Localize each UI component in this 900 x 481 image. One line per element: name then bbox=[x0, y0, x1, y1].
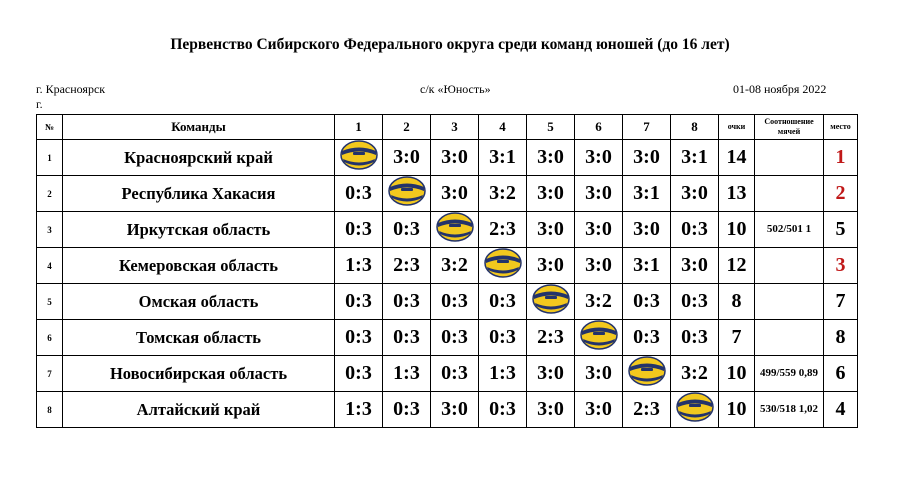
row-number: 5 bbox=[37, 284, 63, 320]
match-score: 0:3 bbox=[335, 212, 383, 248]
table-row bbox=[37, 176, 858, 212]
volleyball-icon bbox=[627, 356, 667, 391]
ball-ratio: 502/501 1 bbox=[755, 212, 824, 248]
team-place: 7 bbox=[824, 284, 858, 320]
team-points: 10 bbox=[719, 356, 755, 392]
match-score: 3:0 bbox=[431, 140, 479, 176]
match-score: 3:2 bbox=[671, 356, 719, 392]
team-place: 8 bbox=[824, 320, 858, 356]
header-col-7: 7 bbox=[623, 115, 671, 140]
team-points: 8 bbox=[719, 284, 755, 320]
match-score: 2:3 bbox=[383, 248, 431, 284]
match-score: 3:0 bbox=[575, 248, 623, 284]
team-name: Новосибирская область bbox=[63, 356, 335, 392]
match-score: 0:3 bbox=[335, 284, 383, 320]
match-score: 3:0 bbox=[527, 212, 575, 248]
self-match-cell bbox=[623, 356, 671, 392]
match-score: 0:3 bbox=[335, 320, 383, 356]
ball-ratio bbox=[755, 140, 824, 176]
match-score: 3:0 bbox=[527, 392, 575, 428]
match-score: 3:2 bbox=[575, 284, 623, 320]
header-team: Команды bbox=[63, 115, 335, 140]
match-score: 3:1 bbox=[623, 176, 671, 212]
header-col-2: 2 bbox=[383, 115, 431, 140]
match-score: 0:3 bbox=[671, 212, 719, 248]
match-score: 0:3 bbox=[623, 320, 671, 356]
self-match-cell bbox=[335, 140, 383, 176]
match-score: 0:3 bbox=[383, 392, 431, 428]
team-name: Омская область bbox=[63, 284, 335, 320]
match-score: 1:3 bbox=[335, 248, 383, 284]
match-score: 2:3 bbox=[479, 212, 527, 248]
self-match-cell bbox=[479, 248, 527, 284]
row-number: 1 bbox=[37, 140, 63, 176]
match-score: 3:0 bbox=[671, 248, 719, 284]
match-score: 0:3 bbox=[335, 176, 383, 212]
page-title: Первенство Сибирского Федерального округа среди команд юношей (до 16 лет) bbox=[170, 36, 730, 53]
header-row bbox=[37, 115, 858, 140]
team-name: Алтайский край bbox=[63, 392, 335, 428]
header-col-1: 1 bbox=[335, 115, 383, 140]
match-score: 3:1 bbox=[479, 140, 527, 176]
match-score: 0:3 bbox=[623, 284, 671, 320]
match-score: 0:3 bbox=[335, 356, 383, 392]
match-score: 3:0 bbox=[527, 248, 575, 284]
city-label: г. Красноярск bbox=[36, 82, 106, 96]
match-score: 3:1 bbox=[623, 248, 671, 284]
volleyball-icon bbox=[531, 284, 571, 319]
self-match-cell bbox=[431, 212, 479, 248]
self-match-cell bbox=[575, 320, 623, 356]
table-row bbox=[37, 248, 858, 284]
header-num: № bbox=[37, 115, 63, 140]
team-place: 6 bbox=[824, 356, 858, 392]
row-number: 2 bbox=[37, 176, 63, 212]
volleyball-icon bbox=[483, 248, 523, 283]
self-match-cell bbox=[383, 176, 431, 212]
team-points: 14 bbox=[719, 140, 755, 176]
match-score: 3:0 bbox=[575, 212, 623, 248]
self-match-cell bbox=[671, 392, 719, 428]
match-score: 3:0 bbox=[575, 392, 623, 428]
match-score: 0:3 bbox=[383, 212, 431, 248]
match-score: 2:3 bbox=[623, 392, 671, 428]
team-name: Иркутская область bbox=[63, 212, 335, 248]
match-score: 0:3 bbox=[479, 392, 527, 428]
match-score: 2:3 bbox=[527, 320, 575, 356]
ball-ratio bbox=[755, 320, 824, 356]
ball-ratio bbox=[755, 284, 824, 320]
match-score: 3:2 bbox=[431, 248, 479, 284]
standings-table bbox=[36, 114, 858, 428]
ball-ratio: 530/518 1,02 bbox=[755, 392, 824, 428]
match-score: 3:0 bbox=[431, 176, 479, 212]
team-place: 5 bbox=[824, 212, 858, 248]
venue-label: с/к «Юность» bbox=[420, 82, 491, 96]
header-col-8: 8 bbox=[671, 115, 719, 140]
header-col-6: 6 bbox=[575, 115, 623, 140]
table-row bbox=[37, 392, 858, 428]
team-name: Республика Хакасия bbox=[63, 176, 335, 212]
team-name: Томская область bbox=[63, 320, 335, 356]
row-number: 7 bbox=[37, 356, 63, 392]
team-points: 13 bbox=[719, 176, 755, 212]
row-number: 6 bbox=[37, 320, 63, 356]
match-score: 0:3 bbox=[671, 284, 719, 320]
header-col-4: 4 bbox=[479, 115, 527, 140]
ball-ratio bbox=[755, 176, 824, 212]
match-score: 3:2 bbox=[479, 176, 527, 212]
team-points: 10 bbox=[719, 392, 755, 428]
match-score: 1:3 bbox=[479, 356, 527, 392]
self-match-cell bbox=[527, 284, 575, 320]
team-points: 12 bbox=[719, 248, 755, 284]
match-score: 3:0 bbox=[383, 140, 431, 176]
row-number: 4 bbox=[37, 248, 63, 284]
team-points: 10 bbox=[719, 212, 755, 248]
team-name: Красноярский край bbox=[63, 140, 335, 176]
volleyball-icon bbox=[579, 320, 619, 355]
city-extra-label: г. bbox=[36, 97, 43, 111]
match-score: 1:3 bbox=[383, 356, 431, 392]
match-score: 0:3 bbox=[431, 320, 479, 356]
match-score: 0:3 bbox=[671, 320, 719, 356]
match-score: 3:0 bbox=[623, 140, 671, 176]
table-row bbox=[37, 212, 858, 248]
match-score: 3:0 bbox=[527, 176, 575, 212]
header-ratio: Соотношение мячей bbox=[755, 115, 824, 140]
match-score: 3:0 bbox=[527, 356, 575, 392]
team-place: 3 bbox=[824, 248, 858, 284]
match-score: 0:3 bbox=[383, 320, 431, 356]
volleyball-icon bbox=[675, 392, 715, 427]
match-score: 3:0 bbox=[431, 392, 479, 428]
header-col-3: 3 bbox=[431, 115, 479, 140]
volleyball-icon bbox=[387, 176, 427, 211]
table-row bbox=[37, 140, 858, 176]
ball-ratio bbox=[755, 248, 824, 284]
match-score: 3:1 bbox=[671, 140, 719, 176]
team-name: Кемеровская область bbox=[63, 248, 335, 284]
match-score: 3:0 bbox=[527, 140, 575, 176]
header-col-5: 5 bbox=[527, 115, 575, 140]
table-row bbox=[37, 356, 858, 392]
team-place: 2 bbox=[824, 176, 858, 212]
match-score: 0:3 bbox=[479, 284, 527, 320]
table-row bbox=[37, 284, 858, 320]
row-number: 3 bbox=[37, 212, 63, 248]
match-score: 0:3 bbox=[431, 284, 479, 320]
volleyball-icon bbox=[339, 140, 379, 175]
match-score: 0:3 bbox=[383, 284, 431, 320]
match-score: 3:0 bbox=[623, 212, 671, 248]
volleyball-icon bbox=[435, 212, 475, 247]
match-score: 1:3 bbox=[335, 392, 383, 428]
match-score: 3:0 bbox=[671, 176, 719, 212]
match-score: 0:3 bbox=[431, 356, 479, 392]
ball-ratio: 499/559 0,89 bbox=[755, 356, 824, 392]
match-score: 0:3 bbox=[479, 320, 527, 356]
team-points: 7 bbox=[719, 320, 755, 356]
header-place: место bbox=[824, 115, 858, 140]
row-number: 8 bbox=[37, 392, 63, 428]
team-place: 1 bbox=[824, 140, 858, 176]
team-place: 4 bbox=[824, 392, 858, 428]
match-score: 3:0 bbox=[575, 140, 623, 176]
match-score: 3:0 bbox=[575, 176, 623, 212]
dates-label: 01-08 ноября 2022 bbox=[733, 82, 827, 96]
header-points: очки bbox=[719, 115, 755, 140]
table-row bbox=[37, 320, 858, 356]
match-score: 3:0 bbox=[575, 356, 623, 392]
